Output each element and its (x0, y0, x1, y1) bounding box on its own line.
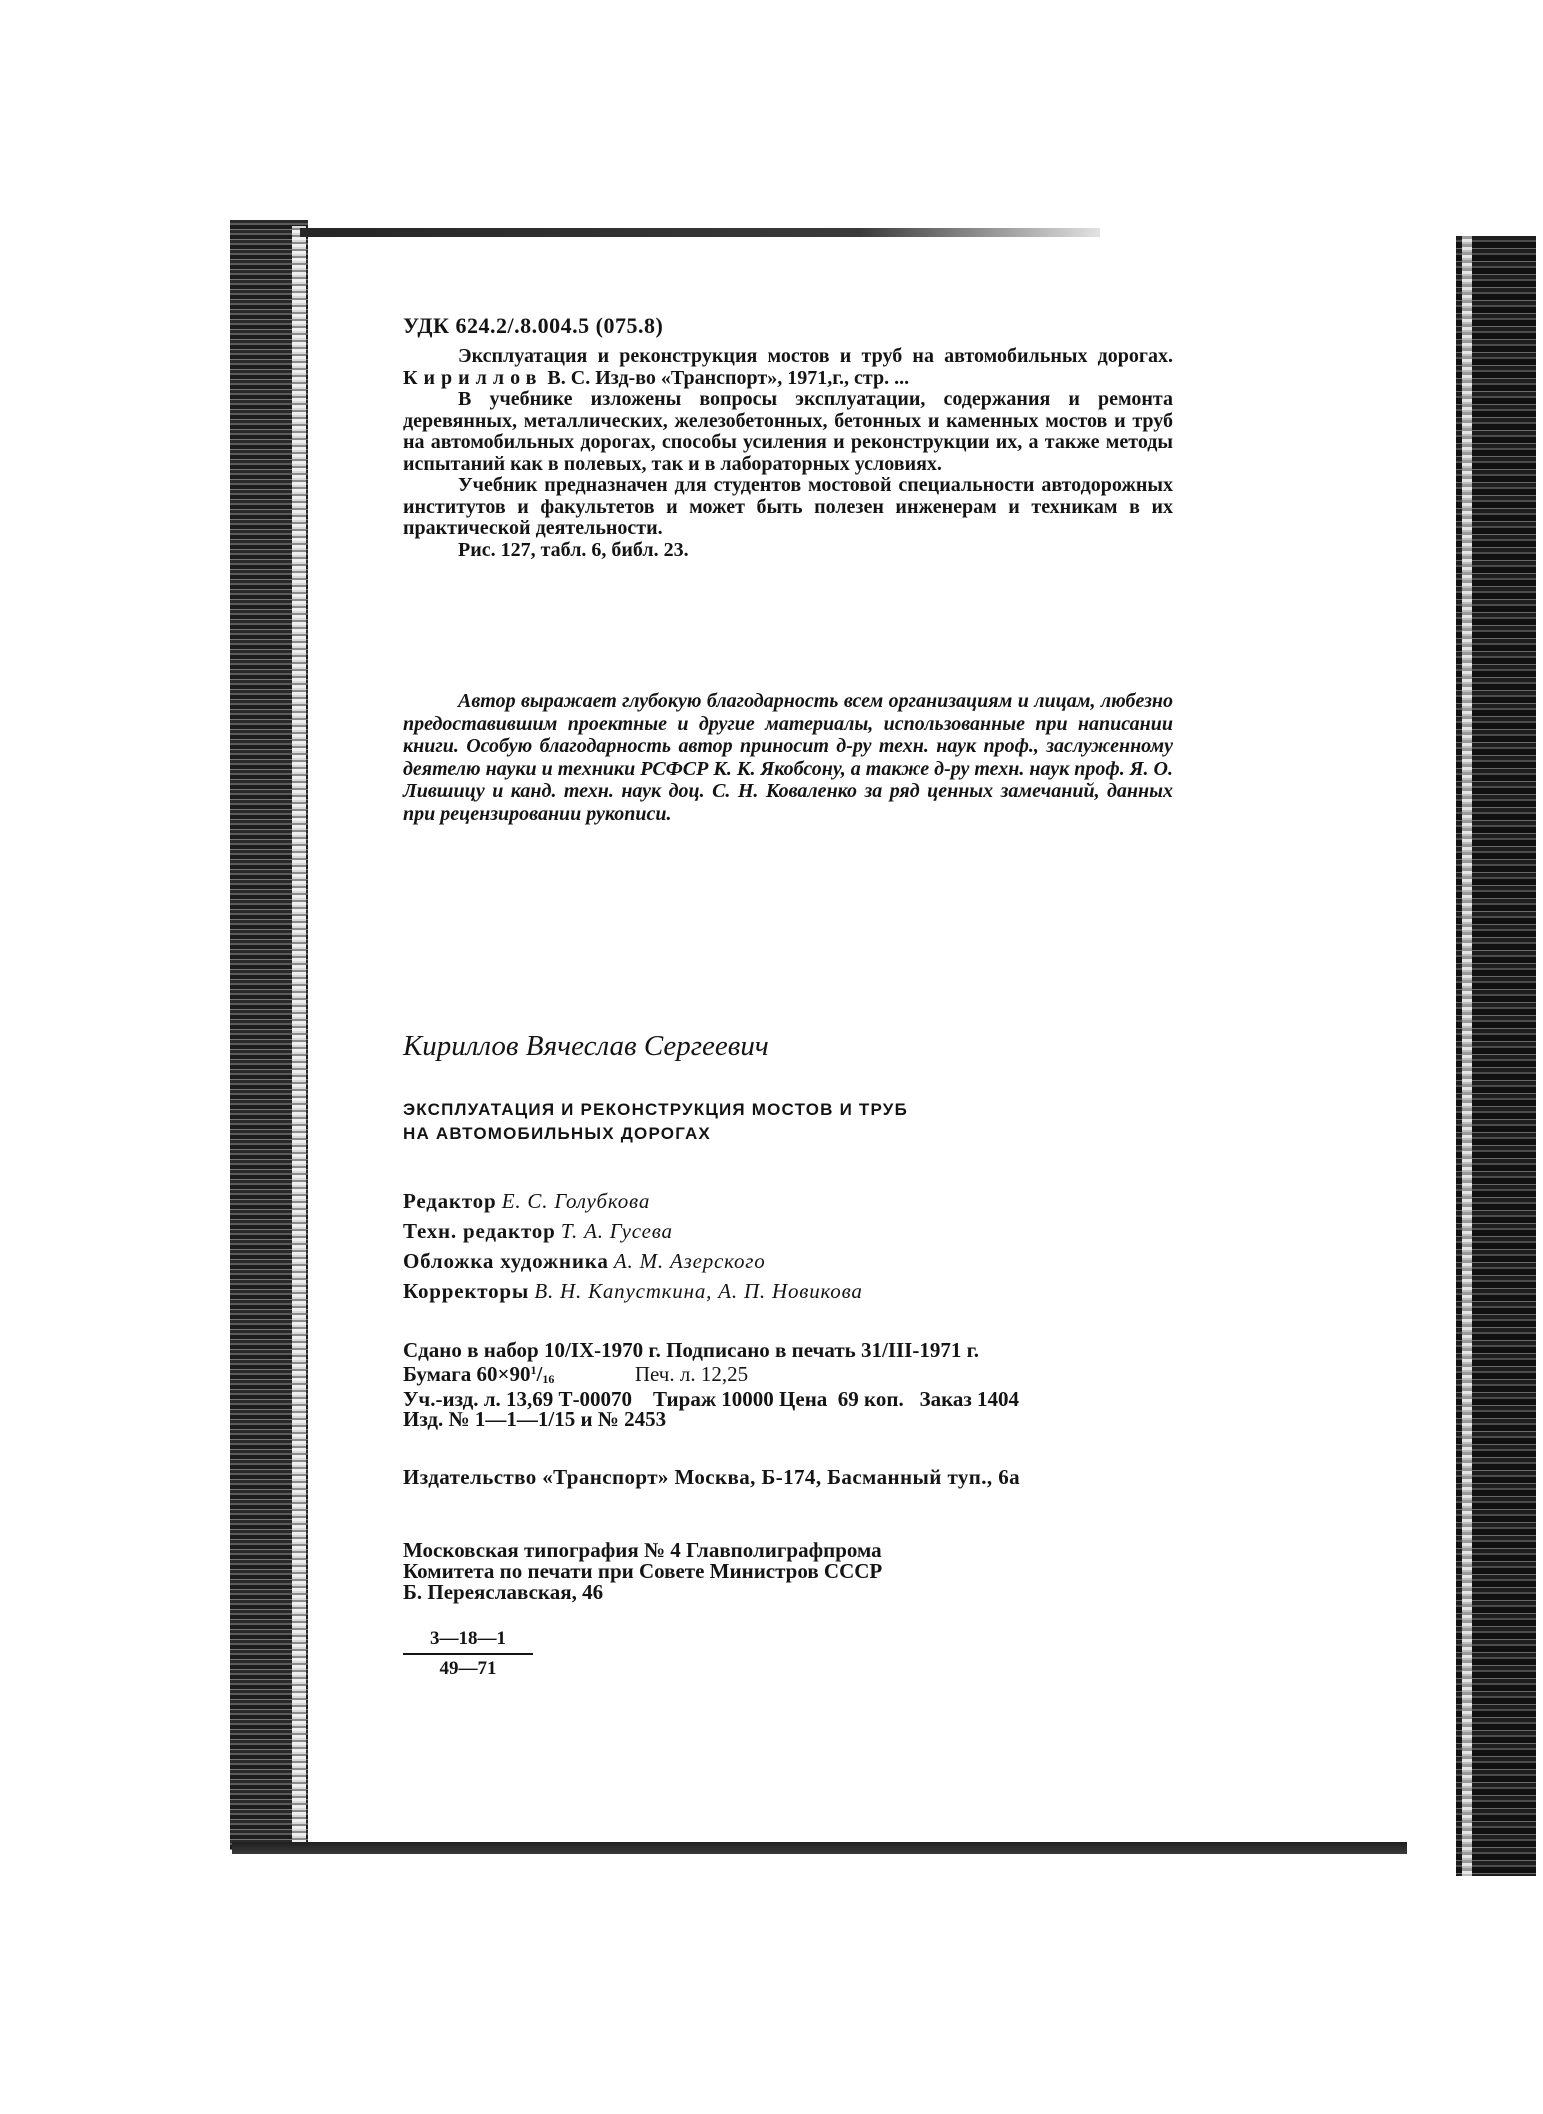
catalog-code (403, 1628, 533, 1680)
print-paper-row (403, 1360, 1283, 1389)
credit-row (403, 1216, 1103, 1246)
credit-role: Редактор (403, 1189, 497, 1213)
abstract-source: В. С. Изд-во «Транспорт», 1971,г., стр. ... (547, 366, 910, 389)
printer-line-2: Комитета по печати при Совете Министров СССР (403, 1559, 883, 1583)
credit-row (403, 1276, 1103, 1306)
credit-name: Е. С. Голубкова (501, 1189, 651, 1213)
abstract-paragraph-1: В учебнике изложены вопросы эксплуатации, содержания и ремонта деревянных, металлических, железобетонных, бетонных и каменных мостов и труб на автомобильных дорогах, способы усиления и реконструкции их, а также методы испытаний как в полевых, так и в лабораторных условиях. (403, 388, 1173, 475)
credit-role: Обложка художника (403, 1249, 609, 1273)
credit-role: Корректоры (403, 1279, 530, 1303)
acknowledgement: Автор выражает глубокую благодарность всем организациям и лицам, любезно предоставившим проектные и другие материалы, использованные при написании книги. Особую благодарность автор приносит д-ру техн. наук проф., заслуженному деятелю науки и техники РСФСР К. К. Якобсону, а также д-ру техн. наук проф. Я. О. Лившицу и канд. техн. наук доц. С. Н. Коваленко за ряд ценных замечаний, данных при рецензировании рукописи. (403, 690, 1173, 825)
credits (403, 1186, 1103, 1306)
book-title-line-2: НА АВТОМОБИЛЬНЫХ ДОРОГАХ (403, 1124, 711, 1143)
print-edition-no: Изд. № 1—1—1/15 и № 2453 (403, 1407, 667, 1431)
udk-code: УДК 624.2/.8.004.5 (075.8) (403, 313, 664, 338)
abstract-citation (403, 346, 1173, 389)
author-name: Кириллов Вячеслав Сергеевич (403, 1030, 769, 1062)
credit-row (403, 1186, 1103, 1216)
book-title (403, 1098, 1103, 1146)
print-run: Уч.-изд. л. 13,69 Т-00070 Тираж 10000 Цена 69 коп. Заказ 1404 (403, 1387, 1020, 1411)
credit-name: В. Н. Капусткина, А. П. Новикова (534, 1279, 863, 1303)
print-dates: Сдано в набор 10/IX-1970 г. Подписано в печать 31/III-1971 г. (403, 1338, 980, 1362)
abstract-title: Эксплуатация и реконструкция мостов и труб на автомобильных дорогах. (458, 345, 1173, 367)
printer (403, 1540, 1103, 1603)
abstract-paragraph-2: Учебник предназначен для студентов мостовой специальности автодорожных институтов и факультетов и может быть полезен инженерам и техникам в их практической деятельности. (403, 474, 1173, 539)
abstract-stats: Рис. 127, табл. 6, библ. 23. (458, 538, 689, 561)
credit-name: Т. А. Гусева (560, 1219, 673, 1243)
credit-role: Техн. редактор (403, 1219, 556, 1243)
print-info (403, 1340, 1283, 1429)
abstract (403, 346, 1173, 561)
printed-sheets: Печ. л. 12,25 (634, 1362, 749, 1386)
publisher: Издательство «Транспорт» Москва, Б-174, Басманный туп., 6а (403, 1465, 1021, 1489)
catalog-code-bottom: 49—71 (439, 1658, 497, 1679)
abstract-author: Кириллов (403, 366, 543, 389)
catalog-code-top: 3—18—1 (430, 1628, 506, 1649)
paper-format: Бумага $60\times 90^1/_{16}$ (403, 1362, 555, 1386)
printer-line-1: Московская типография № 4 Главполиграфпрома (403, 1538, 882, 1562)
book-title-line-1: ЭКСПЛУАТАЦИЯ И РЕКОНСТРУКЦИЯ МОСТОВ И ТРУБ (403, 1100, 909, 1119)
fraction-line (403, 1653, 533, 1655)
credit-row (403, 1246, 1103, 1276)
credit-name: А. М. Азерского (613, 1249, 766, 1273)
printer-line-3: Б. Переяславская, 46 (403, 1580, 604, 1604)
